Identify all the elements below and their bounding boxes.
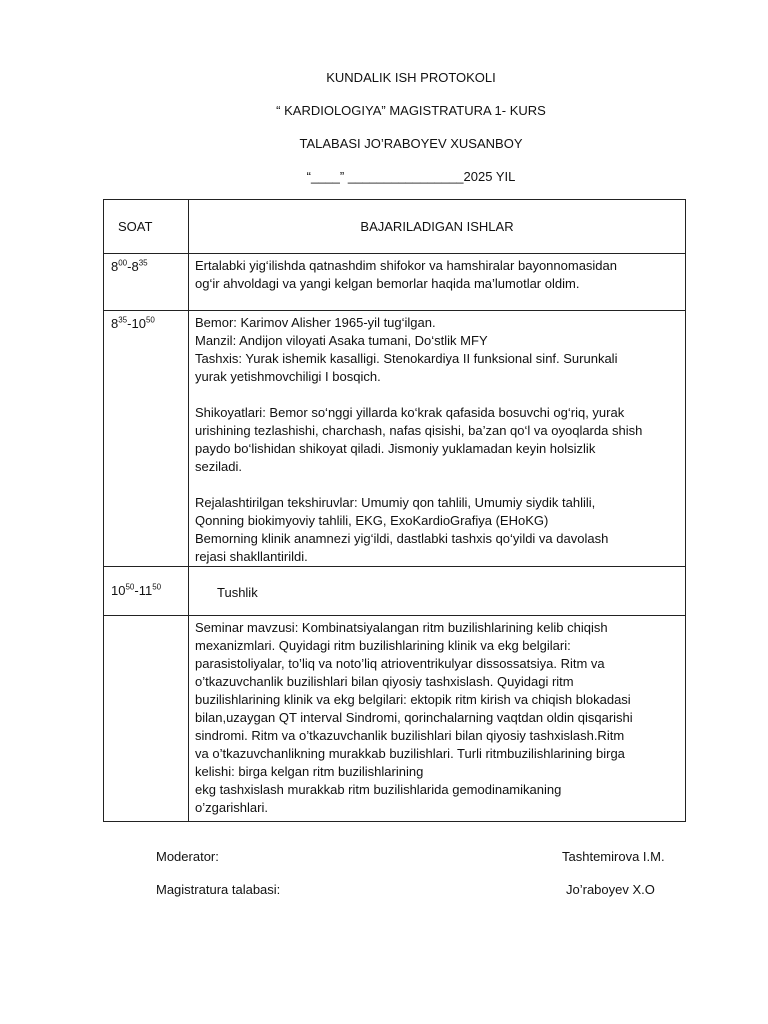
time-end: 11: [138, 583, 153, 598]
header-cell-work: BAJARILADIGAN ISHLAR: [189, 200, 686, 254]
time-start: 10: [111, 583, 126, 598]
table-row: [104, 311, 686, 567]
text-line: ekg tashxislash murakkab ritm buzilishlarida gemodinamikaning: [195, 782, 562, 797]
time-end-minutes: 50: [152, 582, 162, 592]
time-separator: -: [127, 316, 132, 331]
date-line: “____” ________________2025 YIL: [306, 169, 516, 184]
time-start: 8: [111, 259, 119, 274]
document-title: KUNDALIK ISH PROTOKOLI: [326, 70, 496, 85]
activity-cell: [189, 567, 686, 616]
text-line: Qonning biokimyoviy tahlili, EKG, ExoKardioGrafiya (EHoKG): [195, 513, 549, 528]
time-cell: [104, 254, 189, 311]
time-cell: [104, 311, 189, 567]
activity-cell: [189, 616, 686, 822]
text-line: buzilishlarining klinik va ekg belgilari: ektopik ritm kirish va chiqish blokadasi: [195, 692, 631, 707]
moderator-label: Moderator:: [156, 849, 219, 864]
text-line: Shikoyatlari: Bemor so‘nggi yillarda ko‘krak qafasida bosuvchi og‘riq, yurak: [195, 405, 625, 420]
time-end-minutes: 50: [145, 315, 155, 325]
text-line: parasistoliyalar, to’liq va noto’liq atrioventrikulyar dissossatsiya. Ritm va: [195, 656, 605, 671]
text-line: o’zgarishlari.: [195, 800, 268, 815]
text-line: yurak yetishmovchiligi I bosqich.: [195, 369, 381, 384]
paragraph-gap: [195, 386, 679, 404]
text-line: Bemorning klinik anamnezi yig‘ildi, dastlabki tashxis qo‘yildi va davolash: [195, 531, 609, 546]
time-start-minutes: 35: [118, 315, 128, 325]
text-line: Manzil: Andijon viloyati Asaka tumani, Do‘stlik MFY: [195, 333, 488, 348]
table-row: [104, 254, 686, 311]
text-line: urishining tezlashishi, charchash, nafas qisishi, ba’zan qo‘l va oyoqlarda shish: [195, 423, 643, 438]
moderator-name: Tashtemirova I.M.: [562, 849, 665, 864]
text-line: va o’tkazuvchanlikning murakkab buzilishlari. Turli ritmbuzilishlarining birga: [195, 746, 625, 761]
time-cell: [104, 616, 189, 822]
time-end: 8: [131, 259, 139, 274]
text-line: og‘ir ahvoldagi va yangi kelgan bemorlar haqida ma’lumotlar oldim.: [195, 276, 580, 291]
text-line: seziladi.: [195, 459, 242, 474]
text-line: Tushlik: [217, 584, 258, 600]
time-separator: -: [134, 583, 139, 598]
table-row: [104, 567, 686, 616]
text-line: Rejalashtirilgan tekshiruvlar: Umumiy qon tahlili, Umumiy siydik tahlili,: [195, 495, 596, 510]
time-end-minutes: 35: [138, 258, 148, 268]
course-line: “ KARDIOLOGIYA” MAGISTRATURA 1- KURS: [276, 103, 546, 118]
text-line: paydo bo‘lishidan shikoyat qiladi. Jismoniy yuklamadan keyin holsizlik: [195, 441, 596, 456]
student-label: Magistratura talabasi:: [156, 882, 281, 897]
time-start: 8: [111, 316, 119, 331]
time-start-minutes: 00: [118, 258, 128, 268]
text-line: mexanizmlari. Quyidagi ritm buzilishlarining klinik va ekg belgilari:: [195, 638, 571, 653]
text-line: kelishi: birga kelgan ritm buzilishlarining: [195, 764, 424, 779]
table-header-row: [104, 200, 686, 254]
text-line: Seminar mavzusi: Kombinatsiyalangan ritm buzilishlarining kelib chiqish: [195, 620, 608, 635]
text-line: bilan,uzaygan QT interval Sindromi, qorinchalarning vaqtdan oldin qisqarishi: [195, 710, 633, 725]
student-line: TALABASI JO’RABOYEV XUSANBOY: [299, 136, 523, 151]
time-cell: [104, 567, 189, 616]
text-line: Bemor: Karimov Alisher 1965-yil tug‘ilgan.: [195, 315, 436, 330]
student-name: Jo’raboyev X.O: [566, 882, 655, 897]
paragraph-gap: [195, 476, 679, 494]
text-line: Tashxis: Yurak ishemik kasalligi. Stenokardiya II funksional sinf. Surunkali: [195, 351, 618, 366]
text-line: rejasi shakllantirildi.: [195, 549, 308, 564]
time-start-minutes: 50: [125, 582, 135, 592]
activity-cell: [189, 254, 686, 311]
text-line: o’tkazuvchanlik buzilishlari bilan qiyosiy tashxislash. Quyidagi ritm: [195, 674, 574, 689]
table-row: [104, 616, 686, 822]
text-line: sindromi. Ritm va o’tkazuvchanlik buzilishlari bilan qiyosiy tashxislash.Ritm: [195, 728, 625, 743]
activity-cell: [189, 311, 686, 567]
time-end: 10: [131, 316, 146, 331]
protocol-table: [103, 199, 686, 822]
text-line: Ertalabki yig‘ilishda qatnashdim shifokor va hamshiralar bayonnomasidan: [195, 258, 617, 273]
time-separator: -: [127, 259, 132, 274]
header-cell-time: SOAT: [104, 200, 189, 254]
